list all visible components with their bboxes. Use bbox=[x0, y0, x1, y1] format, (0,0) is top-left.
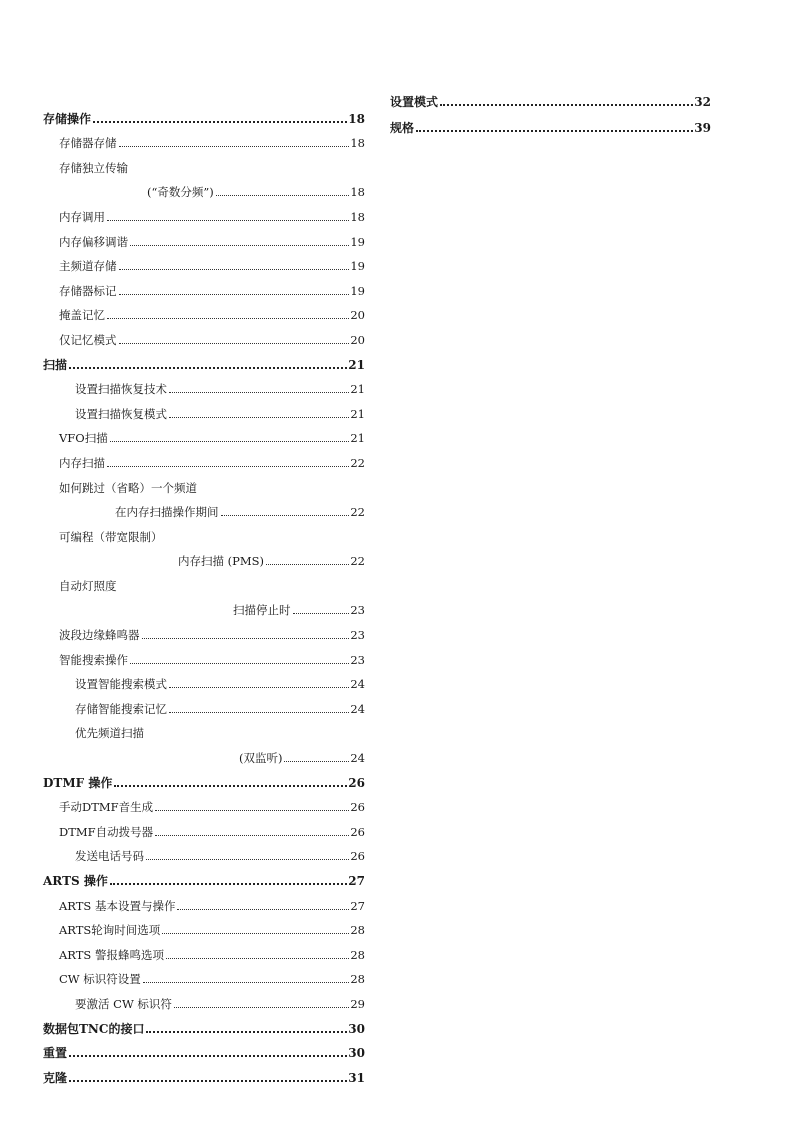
dot-leader bbox=[130, 663, 349, 664]
dot-leader bbox=[142, 638, 350, 639]
dot-leader bbox=[169, 687, 349, 688]
toc-entry-label: DTMF 操作 bbox=[43, 775, 113, 790]
toc-entry-page-number: 18 bbox=[348, 111, 365, 126]
toc-entry-page-number: 22 bbox=[350, 455, 365, 470]
toc-entry-label: 手动DTMF音生成 bbox=[59, 800, 154, 815]
toc-entry-page-number: 22 bbox=[350, 554, 365, 569]
toc-entry-label: 内存扫描 bbox=[59, 455, 105, 470]
toc-entry-label: CW 标识符设置 bbox=[59, 972, 141, 987]
toc-entry-label: 波段边缘蜂鸣器 bbox=[59, 628, 140, 643]
toc-entry[interactable] bbox=[43, 544, 365, 569]
dot-leader bbox=[440, 104, 693, 106]
toc-entry[interactable] bbox=[43, 470, 365, 495]
toc-entry-page-number: 29 bbox=[350, 996, 365, 1011]
toc-entry-label: ARTS轮询时间选项 bbox=[59, 923, 161, 938]
toc-entry-label: 克隆 bbox=[43, 1070, 68, 1085]
toc-entry[interactable] bbox=[43, 1036, 365, 1061]
toc-entry-label: 扫描停止时 bbox=[233, 603, 291, 618]
dot-leader bbox=[266, 564, 349, 565]
toc-entry-label: DTMF自动拨号器 bbox=[59, 824, 154, 839]
toc-entry-label: 存储智能搜索记忆 bbox=[75, 701, 167, 716]
toc-entry[interactable] bbox=[43, 298, 365, 323]
dot-leader bbox=[110, 883, 347, 885]
toc-entry-label: 在内存扫描操作期间 bbox=[115, 505, 219, 520]
toc-entry-page-number: 23 bbox=[350, 603, 365, 618]
toc-entry-label: 设置智能搜索模式 bbox=[75, 677, 167, 692]
dot-leader bbox=[110, 441, 350, 442]
dot-leader bbox=[293, 613, 350, 614]
toc-entry[interactable] bbox=[43, 322, 365, 347]
toc-entry-page-number: 24 bbox=[350, 701, 365, 716]
toc-entry[interactable] bbox=[43, 617, 365, 642]
toc-entry-label: 存储器标记 bbox=[59, 283, 117, 298]
toc-entry-page-number: 19 bbox=[350, 234, 365, 249]
toc-entry-page-number: 28 bbox=[350, 972, 365, 987]
toc-entry-page-number: 27 bbox=[350, 898, 365, 913]
dot-leader bbox=[107, 466, 349, 467]
dot-leader bbox=[119, 269, 350, 270]
toc-entry-page-number: 26 bbox=[350, 800, 365, 815]
toc-left-column bbox=[43, 101, 365, 1085]
dot-leader bbox=[107, 220, 349, 221]
toc-entry[interactable] bbox=[43, 790, 365, 815]
toc-entry-label: 内存偏移调谐 bbox=[59, 234, 128, 249]
toc-entry-label: 设置扫描恢复模式 bbox=[75, 406, 167, 421]
toc-entry[interactable] bbox=[43, 740, 365, 765]
toc-entry[interactable] bbox=[43, 986, 365, 1011]
toc-entry-page-number: 24 bbox=[350, 677, 365, 692]
toc-entry[interactable] bbox=[390, 109, 711, 135]
dot-leader bbox=[143, 982, 350, 983]
toc-entry-label: ARTS 操作 bbox=[43, 874, 108, 888]
toc-entry[interactable] bbox=[43, 126, 365, 151]
dot-leader bbox=[221, 515, 350, 516]
toc-entry[interactable] bbox=[43, 913, 365, 938]
toc-entry-page-number: 24 bbox=[350, 751, 365, 766]
toc-entry[interactable] bbox=[43, 372, 365, 397]
dot-leader bbox=[284, 761, 349, 762]
toc-entry-label: 设置模式 bbox=[390, 95, 439, 109]
toc-entry-page-number: 23 bbox=[350, 652, 365, 667]
toc-entry-page-number: 26 bbox=[350, 849, 365, 864]
toc-entry-page-number: 27 bbox=[348, 874, 365, 888]
dot-leader bbox=[177, 909, 349, 910]
dot-leader bbox=[119, 146, 350, 147]
toc-entry[interactable] bbox=[43, 593, 365, 618]
toc-entry-label: 要激活 CW 标识符 bbox=[75, 996, 172, 1011]
toc-entry[interactable] bbox=[43, 888, 365, 913]
toc-entry[interactable] bbox=[43, 175, 365, 200]
toc-entry-label: 设置扫描恢复技术 bbox=[75, 382, 167, 397]
toc-entry-label: 发送电话号码 bbox=[75, 849, 144, 864]
dot-leader bbox=[155, 835, 349, 836]
toc-entry[interactable] bbox=[43, 1060, 365, 1085]
dot-leader bbox=[114, 785, 347, 787]
toc-entry-label: 重置 bbox=[43, 1046, 68, 1061]
toc-entry-label: 规格 bbox=[390, 121, 415, 135]
toc-entry[interactable] bbox=[43, 396, 365, 421]
toc-entry[interactable] bbox=[43, 716, 365, 741]
toc-entry-page-number: 22 bbox=[350, 505, 365, 520]
toc-entry[interactable] bbox=[43, 642, 365, 667]
dot-leader bbox=[155, 810, 349, 811]
dot-leader bbox=[174, 1007, 349, 1008]
toc-entry-label: 主频道存储 bbox=[59, 259, 117, 274]
dot-leader bbox=[216, 195, 350, 196]
toc-entry[interactable] bbox=[43, 445, 365, 470]
toc-entry-label: 可编程（带宽限制） bbox=[59, 529, 163, 544]
toc-entry-page-number: 20 bbox=[350, 332, 365, 347]
toc-entry-label: 内存扫描 (PMS) bbox=[178, 554, 265, 569]
toc-entry-label: 优先频道扫描 bbox=[75, 726, 144, 741]
toc-entry-label: 内存调用 bbox=[59, 209, 105, 224]
toc-entry-label: 存储独立传输 bbox=[59, 160, 128, 175]
toc-entry-page-number: 19 bbox=[350, 259, 365, 274]
dot-leader bbox=[69, 1055, 347, 1057]
dot-leader bbox=[119, 294, 350, 295]
toc-entry-label: 数据包TNC的接口 bbox=[43, 1021, 145, 1036]
dot-leader bbox=[69, 367, 347, 369]
toc-entry-label: (“奇数分频”) bbox=[147, 185, 214, 200]
toc-entry[interactable] bbox=[43, 101, 365, 126]
toc-entry-page-number: 39 bbox=[694, 121, 711, 135]
toc-entry-label: VFO扫描 bbox=[59, 431, 108, 446]
toc-entry[interactable] bbox=[43, 199, 365, 224]
toc-entry-label: 掩盖记忆 bbox=[59, 308, 105, 323]
toc-entry-page-number: 18 bbox=[350, 209, 365, 224]
toc-entry[interactable] bbox=[390, 83, 711, 109]
toc-entry[interactable] bbox=[43, 839, 365, 864]
toc-entry[interactable] bbox=[43, 495, 365, 520]
toc-entry-label: 智能搜索操作 bbox=[59, 652, 128, 667]
toc-entry-label: 存储器存储 bbox=[59, 136, 117, 151]
toc-entry-label: ARTS 基本设置与操作 bbox=[59, 898, 176, 913]
dot-leader bbox=[169, 417, 349, 418]
toc-entry[interactable] bbox=[43, 1011, 365, 1036]
toc-entry[interactable] bbox=[43, 863, 365, 888]
toc-entry-label: 存储操作 bbox=[43, 111, 92, 126]
toc-entry-page-number: 21 bbox=[350, 431, 365, 446]
toc-entry-label: ARTS 警报蜂鸣选项 bbox=[59, 947, 164, 962]
toc-entry[interactable] bbox=[43, 150, 365, 175]
toc-entry-label: 如何跳过（省略）一个频道 bbox=[59, 480, 197, 495]
toc-entry-page-number: 19 bbox=[350, 283, 365, 298]
toc-entry-page-number: 28 bbox=[350, 947, 365, 962]
toc-entry-page-number: 21 bbox=[350, 406, 365, 421]
toc-entry[interactable] bbox=[43, 691, 365, 716]
toc-entry-label: 仅记忆模式 bbox=[59, 332, 117, 347]
dot-leader bbox=[416, 130, 693, 132]
toc-entry[interactable] bbox=[43, 667, 365, 692]
toc-entry-page-number: 18 bbox=[350, 136, 365, 151]
dot-leader bbox=[107, 318, 349, 319]
dot-leader bbox=[130, 245, 349, 246]
toc-entry[interactable] bbox=[43, 347, 365, 372]
toc-entry-page-number: 30 bbox=[348, 1046, 365, 1061]
dot-leader bbox=[119, 343, 350, 344]
toc-entry[interactable] bbox=[43, 814, 365, 839]
toc-entry-page-number: 18 bbox=[350, 185, 365, 200]
dot-leader bbox=[162, 933, 349, 934]
dot-leader bbox=[166, 958, 349, 959]
toc-entry-page-number: 30 bbox=[348, 1021, 365, 1036]
dot-leader bbox=[93, 121, 347, 123]
dot-leader bbox=[169, 392, 349, 393]
toc-entry-page-number: 21 bbox=[348, 357, 365, 372]
toc-entry[interactable] bbox=[43, 421, 365, 446]
toc-entry-page-number: 31 bbox=[348, 1070, 365, 1085]
toc-entry-label: (双监听) bbox=[239, 751, 283, 766]
toc-entry[interactable] bbox=[43, 249, 365, 274]
dot-leader bbox=[146, 859, 349, 860]
toc-entry[interactable] bbox=[43, 937, 365, 962]
toc-entry-page-number: 23 bbox=[350, 628, 365, 643]
toc-right-column bbox=[390, 83, 711, 135]
toc-entry[interactable] bbox=[43, 519, 365, 544]
toc-entry-page-number: 26 bbox=[350, 824, 365, 839]
dot-leader bbox=[146, 1031, 347, 1033]
toc-entry[interactable] bbox=[43, 962, 365, 987]
dot-leader bbox=[169, 712, 349, 713]
toc-entry[interactable] bbox=[43, 568, 365, 593]
toc-entry-label: 扫描 bbox=[43, 357, 68, 372]
toc-entry[interactable] bbox=[43, 273, 365, 298]
toc-entry-page-number: 20 bbox=[350, 308, 365, 323]
toc-entry-label: 自动灯照度 bbox=[59, 578, 117, 593]
toc-entry-page-number: 28 bbox=[350, 923, 365, 938]
toc-entry-page-number: 26 bbox=[348, 775, 365, 790]
dot-leader bbox=[69, 1080, 347, 1082]
toc-entry[interactable] bbox=[43, 224, 365, 249]
toc-entry-page-number: 21 bbox=[350, 382, 365, 397]
toc-entry[interactable] bbox=[43, 765, 365, 790]
toc-entry-page-number: 32 bbox=[694, 95, 711, 109]
